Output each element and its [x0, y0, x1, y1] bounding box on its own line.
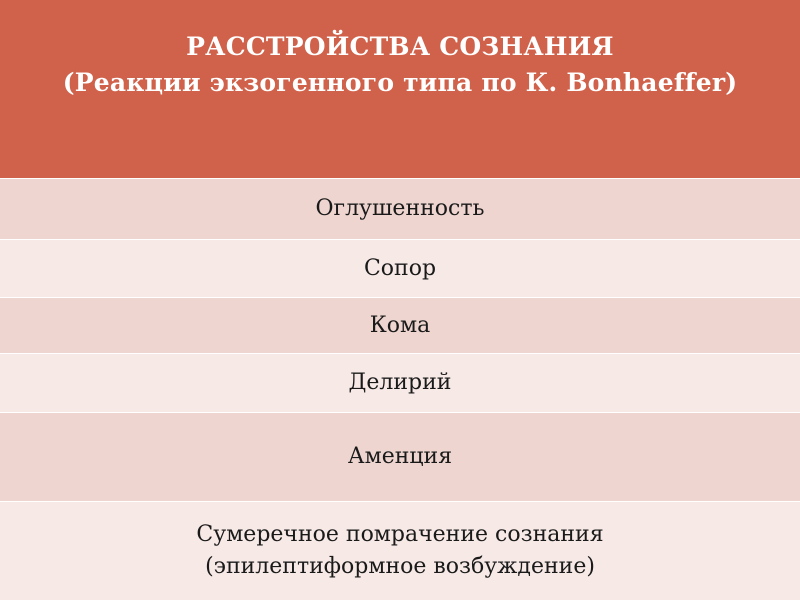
table-header — [0, 0, 800, 178]
table-row-delirium — [0, 353, 800, 412]
header-subtitle: (Реакции экзогенного типа по К. Bonhaeffer) — [62, 68, 738, 97]
header-title: РАССТРОЙСТВА СОЗНАНИЯ — [186, 32, 614, 61]
table-row-amentia — [0, 412, 800, 501]
table-row-stupor-clouding — [0, 178, 800, 239]
row-label-line2: (эпилептиформное возбуждение) — [205, 554, 595, 579]
row-label: Делирий — [348, 370, 452, 395]
table-row-twilight-state — [0, 501, 800, 600]
table-row-sopor — [0, 239, 800, 297]
row-label: Сопор — [363, 255, 437, 281]
row-label: Кома — [369, 312, 431, 338]
row-label-line1: Сумеречное помрачение сознания — [196, 522, 604, 547]
row-label: Оглушенность — [315, 196, 485, 221]
row-label — [196, 519, 603, 583]
row-label: Аменция — [347, 444, 453, 469]
table-row-coma — [0, 297, 800, 353]
